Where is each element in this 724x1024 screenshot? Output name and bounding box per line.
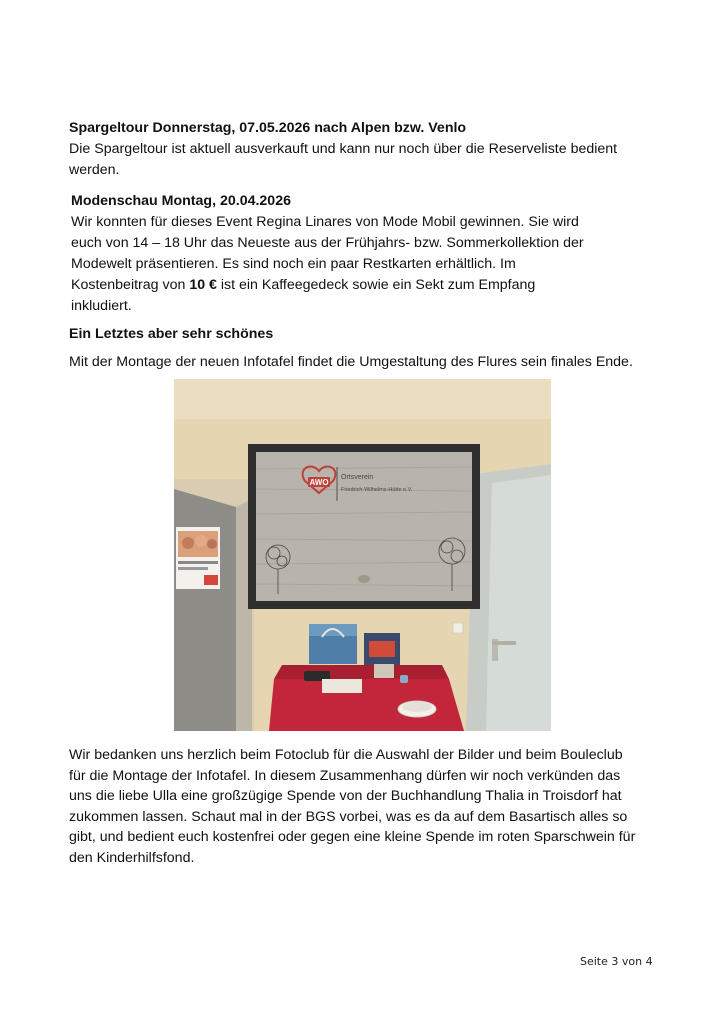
- sign-line1: Ortsverein: [341, 474, 374, 481]
- section-line: Die Spargeltour ist aktuell ausverkauft und kann nur noch über die Reserveliste bedient: [69, 141, 618, 157]
- paragraph-line: zukommen lassen. Schaut mal in der BGS vorbei, was es da auf dem Basartisch alles so: [69, 808, 628, 825]
- price-line: [71, 275, 631, 296]
- section-title: Modenschau Montag, 20.04.2026: [71, 193, 291, 209]
- price-line-start: Kostenbeitrag von: [71, 277, 190, 293]
- red-tablecloth: [269, 679, 464, 731]
- paragraph-line: gibt, und bedient euch kostenfrei oder gegen eine kleine Spende im roten Sparschwein für: [69, 829, 636, 845]
- paragraph-line: Wir bedanken uns herzlich beim Fotoclub für die Auswahl der Bilder und beim Bouleclub: [69, 747, 623, 763]
- section-line: euch von 14 – 18 Uhr das Neueste aus der Frühjahrs- bzw. Sommerkollektion der: [71, 235, 584, 251]
- hallway-photo: [174, 379, 551, 731]
- price-line-end: ist ein Kaffeegedeck sowie ein Sekt zum Empfang: [216, 277, 536, 293]
- left-door: [174, 489, 236, 731]
- section-title: Spargeltour Donnerstag, 07.05.2026 nach Alpen bzw. Venlo: [69, 120, 467, 136]
- right-door: [486, 475, 551, 731]
- light-switch: [453, 623, 463, 633]
- section-line: Wir konnten für dieses Event Regina Linares von Mode Mobil gewinnen. Sie wird: [71, 214, 579, 230]
- thanks-paragraph: [69, 745, 669, 868]
- sign-logo: AWO: [309, 478, 329, 487]
- section-line: Mit der Montage der neuen Infotafel findet die Umgestaltung des Flures sein finales Ende.: [69, 354, 633, 370]
- paragraph-line: den Kinderhilfsfond.: [69, 849, 195, 866]
- door-handle: [492, 641, 516, 645]
- sign-line2: Friedrich-Wilhelms-Hütte e.V.: [341, 487, 413, 493]
- section-title-letztes: Ein Letztes aber sehr schönes: [69, 326, 274, 342]
- section-line: Modewelt präsentieren. Es sind noch ein paar Restkarten erhältlich. Im: [71, 256, 516, 272]
- section-line: inkludiert.: [71, 298, 132, 314]
- price-value: 10 €: [189, 277, 217, 293]
- booklet-stack: [322, 679, 362, 693]
- section-spargeltour: [69, 118, 669, 181]
- section-modenschau: [71, 191, 631, 317]
- page-number: Seite 3 von 4: [580, 955, 653, 968]
- paragraph-line: uns die liebe Ulla eine großzügige Spende von der Buchhandlung Thalia in Troisdorf hat: [69, 788, 622, 804]
- paragraph-line: für die Montage der Infotafel. In diesem Zusammenhang dürfen wir noch verkünden das: [69, 767, 621, 784]
- section-line: werden.: [69, 162, 120, 178]
